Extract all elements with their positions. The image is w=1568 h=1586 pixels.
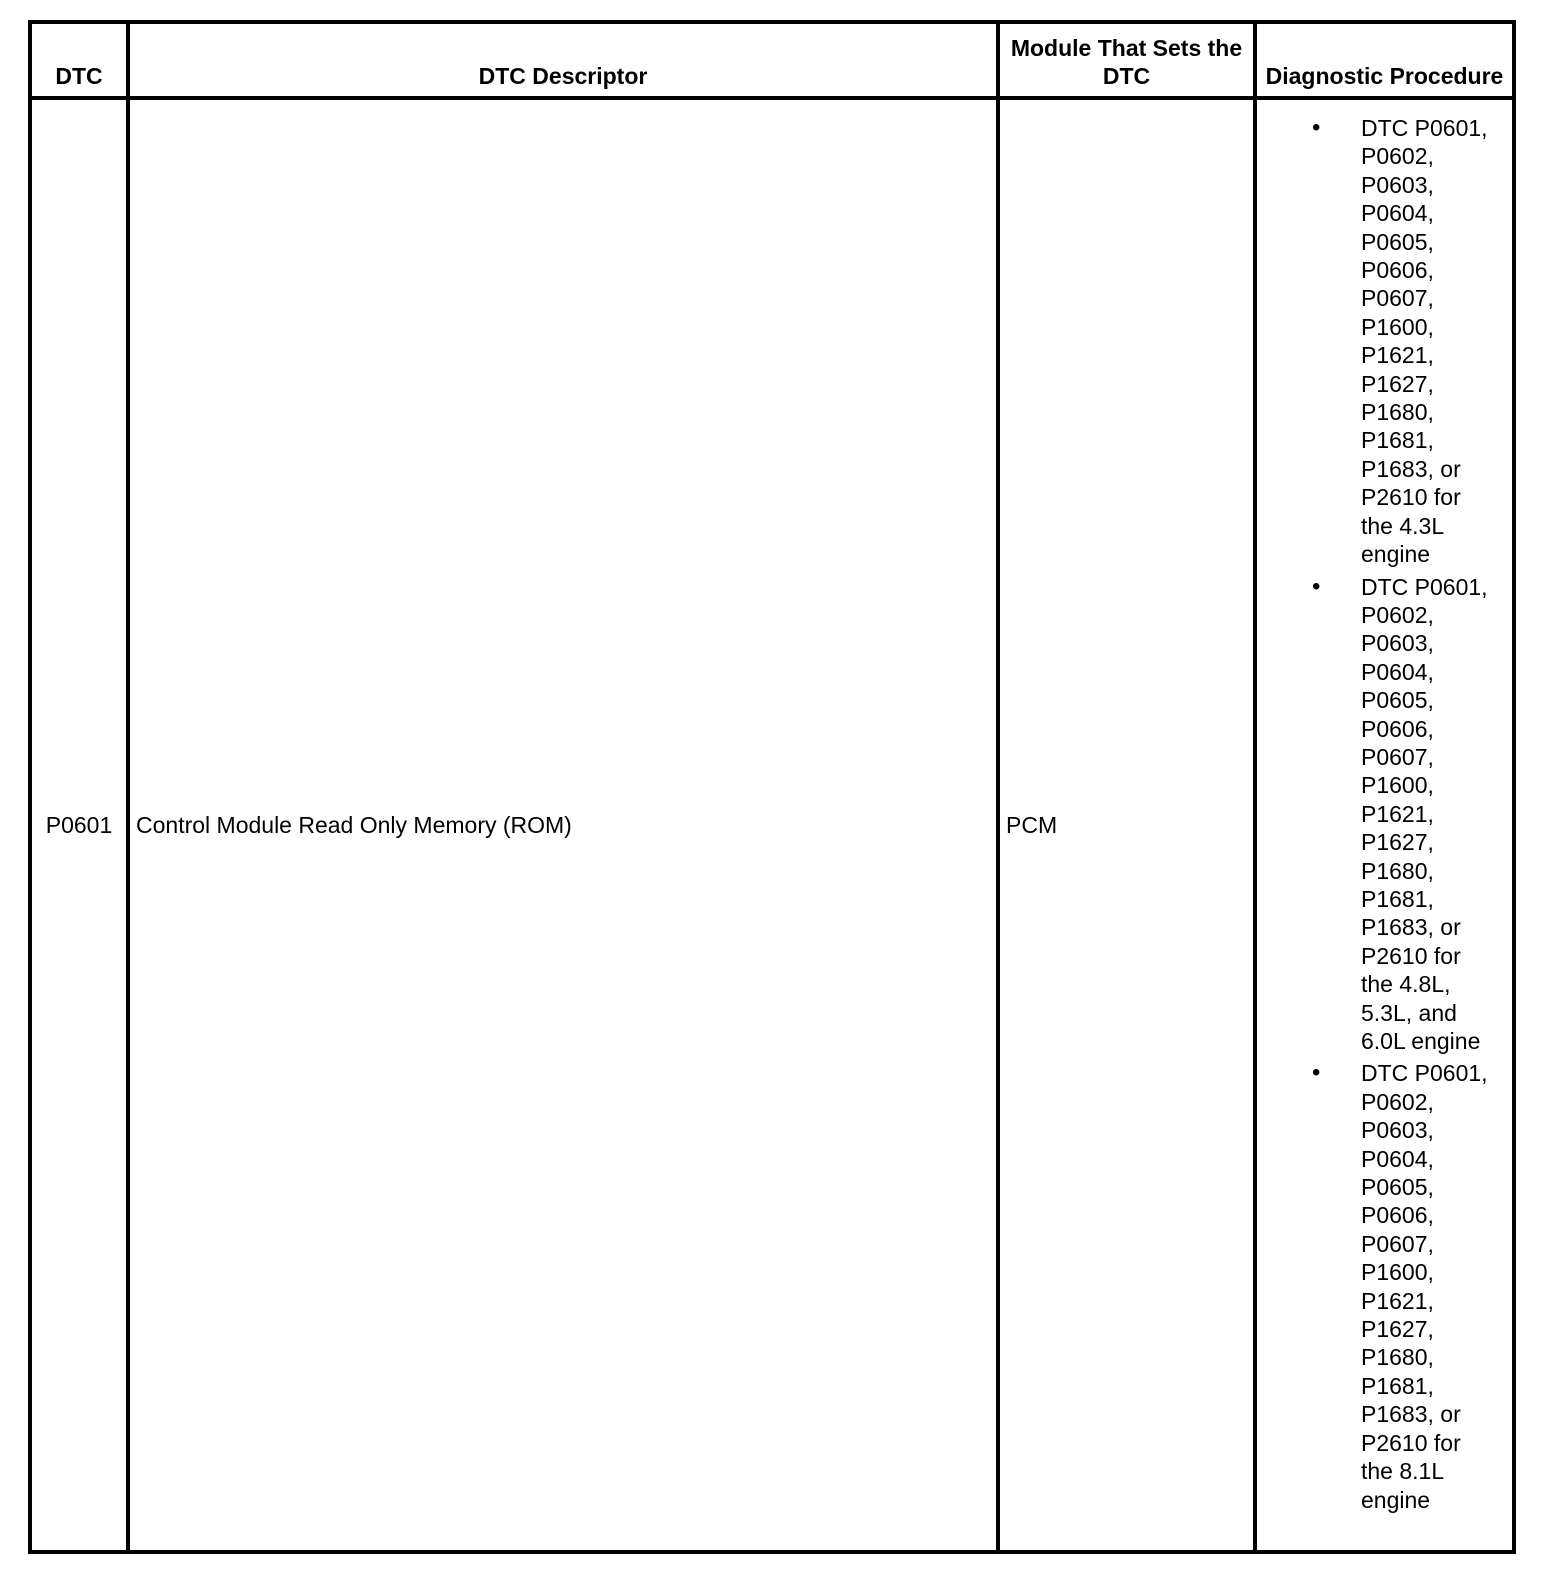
bullet-icon: • (1312, 572, 1321, 600)
procedure-item-4-8l-5-3l-6-0l (1257, 573, 1506, 1056)
header-module: Module That Sets the DTC (998, 22, 1255, 98)
table-body (30, 98, 1514, 1552)
cell-dtc-code: P0601 (30, 98, 128, 1552)
dtc-table (28, 20, 1516, 1554)
bullet-icon: • (1312, 1059, 1321, 1087)
procedure-text: DTC P0601, P0602, P0603, P0604, P0605, P0606, P0607, P1600, P1621, P1627, P1680, P1681, P1683, or P2610 for the 8.1L engine (1361, 1060, 1488, 1513)
procedure-text: DTC P0601, P0602, P0603, P0604, P0605, P0606, P0607, P1600, P1621, P1627, P1680, P1681, P1683, or P2610 for the 4.3L engine (1361, 115, 1488, 568)
procedure-text: DTC P0601, P0602, P0603, P0604, P0605, P0606, P0607, P1600, P1621, P1627, P1680, P1681, P1683, or P2610 for the 4.8L, 5.3L, and 6.0L engine (1361, 573, 1488, 1054)
table-row (30, 98, 1514, 1552)
header-dtc: DTC (30, 22, 128, 98)
header-descriptor: DTC Descriptor (128, 22, 998, 98)
procedure-item-8-1l (1257, 1059, 1506, 1514)
cell-diagnostic-procedure (1255, 98, 1514, 1552)
bullet-icon: • (1312, 114, 1321, 141)
cell-module: PCM (998, 98, 1255, 1552)
header-procedure: Diagnostic Procedure (1255, 22, 1514, 98)
table-header (30, 22, 1514, 98)
header-row (30, 22, 1514, 98)
procedure-item-4-3l (1257, 114, 1506, 569)
procedure-list (1257, 114, 1506, 1514)
cell-dtc-descriptor: Control Module Read Only Memory (ROM) (128, 98, 998, 1552)
